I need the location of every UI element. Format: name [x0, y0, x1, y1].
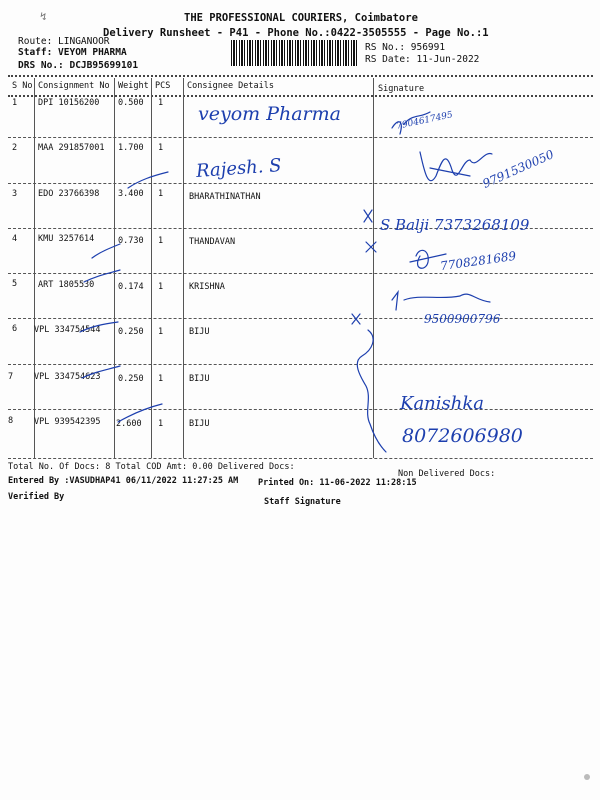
row-consignment: VPL 334754544 — [34, 325, 101, 335]
cross-row3 — [364, 210, 372, 222]
bracket-rows6-8 — [357, 330, 386, 452]
row-consignee: BIJU — [189, 419, 210, 429]
tick-row5 — [84, 270, 120, 282]
col-weight: Weight — [118, 81, 149, 91]
route: Route: LINGANOOR — [18, 36, 110, 47]
row-pcs: 1 — [158, 236, 164, 246]
row-consignee: BIJU — [189, 374, 210, 384]
verified-by: Verified By — [8, 492, 65, 502]
row-pcs: 1 — [158, 98, 164, 108]
row-consignment: KMU 3257614 — [38, 234, 95, 244]
handwritten-name: Kanishka — [400, 393, 484, 414]
row-sno: 2 — [12, 143, 18, 153]
handwritten-phone: 7904617495 — [395, 110, 454, 132]
row-pcs: 1 — [158, 282, 164, 292]
row-consignment: VPL 939542395 — [34, 417, 101, 427]
row-consignee: BHARATHINATHAN — [189, 192, 261, 202]
row-pcs: 1 — [158, 419, 164, 429]
drs-number: DRS No.: DCJB95699101 — [18, 60, 139, 71]
scan-speck — [584, 774, 590, 780]
handwritten-signature: S Balji 7373268109 — [380, 216, 530, 234]
cross-row6 — [352, 314, 360, 324]
handwritten-phone: 8072606980 — [402, 425, 523, 447]
handwritten-phone: 9791530050 — [480, 147, 556, 191]
company-name: THE PROFESSIONAL COURIERS, Coimbatore — [184, 12, 418, 24]
row-weight: 2.600 — [116, 419, 142, 429]
row-consignment: MAA 291857001 — [38, 143, 105, 153]
handwritten-consignee: veyom Pharma — [198, 103, 341, 125]
rs-date: RS Date: 11-Jun-2022 — [365, 54, 480, 65]
signature-row5 — [392, 292, 490, 310]
row-sno: 6 — [12, 324, 18, 334]
col-consignment: Consignment No — [38, 81, 110, 91]
rs-number: RS No.: 956991 — [365, 42, 446, 53]
row-consignee: KRISHNA — [189, 282, 225, 292]
staff: Staff: VEYOM PHARMA — [18, 47, 127, 58]
runsheet-title: Delivery Runsheet - P41 - Phone No.:0422-3505555 - Page No.:1 — [103, 27, 489, 39]
totals-line: Total No. Of Docs: 8 Total COD Amt: 0.00 Delivered Docs: — [8, 462, 295, 472]
row-weight: 0.500 — [118, 98, 144, 108]
col-sno: S No — [12, 81, 33, 91]
row-sno: 1 — [12, 98, 18, 108]
scan-mark: ↯ — [40, 10, 47, 23]
row-weight: 0.174 — [118, 282, 144, 292]
handwritten-phone: 7708281689 — [439, 248, 517, 274]
row-sno: 5 — [12, 279, 18, 289]
row-pcs: 1 — [158, 327, 164, 337]
row-weight: 0.730 — [118, 236, 144, 246]
tick-row7 — [82, 366, 120, 378]
cross-row4 — [366, 242, 376, 252]
row-pcs: 1 — [158, 143, 164, 153]
col-consignee: Consignee Details — [187, 81, 274, 91]
entered-by: Entered By :VASUDHAP41 06/11/2022 11:27:25 AM — [8, 476, 239, 486]
row-weight: 0.250 — [118, 327, 144, 337]
tick-row8 — [118, 404, 162, 422]
row-weight: 1.700 — [118, 143, 144, 153]
tick-row4 — [92, 244, 120, 258]
col-signature: Signature — [378, 84, 425, 94]
row-pcs: 1 — [158, 189, 164, 199]
tick-row6 — [80, 322, 118, 332]
signature-row1 — [392, 112, 430, 134]
signature-row4 — [410, 250, 446, 268]
row-sno: 7 — [8, 372, 14, 382]
col-pcs: PCS — [155, 81, 171, 91]
row-consignment: EDO 23766398 — [38, 189, 100, 199]
row-consignment: DPI 10156200 — [38, 98, 100, 108]
staff-signature: Staff Signature — [264, 497, 341, 507]
row-weight: 3.400 — [118, 189, 144, 199]
row-weight: 0.250 — [118, 374, 144, 384]
row-consignee: BIJU — [189, 327, 210, 337]
row-sno: 4 — [12, 234, 18, 244]
row-pcs: 1 — [158, 374, 164, 384]
tick-row2 — [128, 172, 168, 188]
row-consignee: THANDAVAN — [189, 237, 236, 247]
signature-row2 — [420, 152, 492, 181]
row-sno: 8 — [8, 416, 14, 426]
handwritten-phone: 9500900796 — [424, 312, 501, 326]
row-sno: 3 — [12, 189, 18, 199]
row-consignment: VPL 334754623 — [34, 372, 101, 382]
handwritten-consignee: Rajesh. S — [195, 155, 283, 182]
printed-on: Printed On: 11-06-2022 11:28:15 — [258, 478, 417, 488]
row-consignment: ART 1805530 — [38, 280, 95, 290]
non-delivered-docs: Non Delivered Docs: — [398, 469, 496, 479]
